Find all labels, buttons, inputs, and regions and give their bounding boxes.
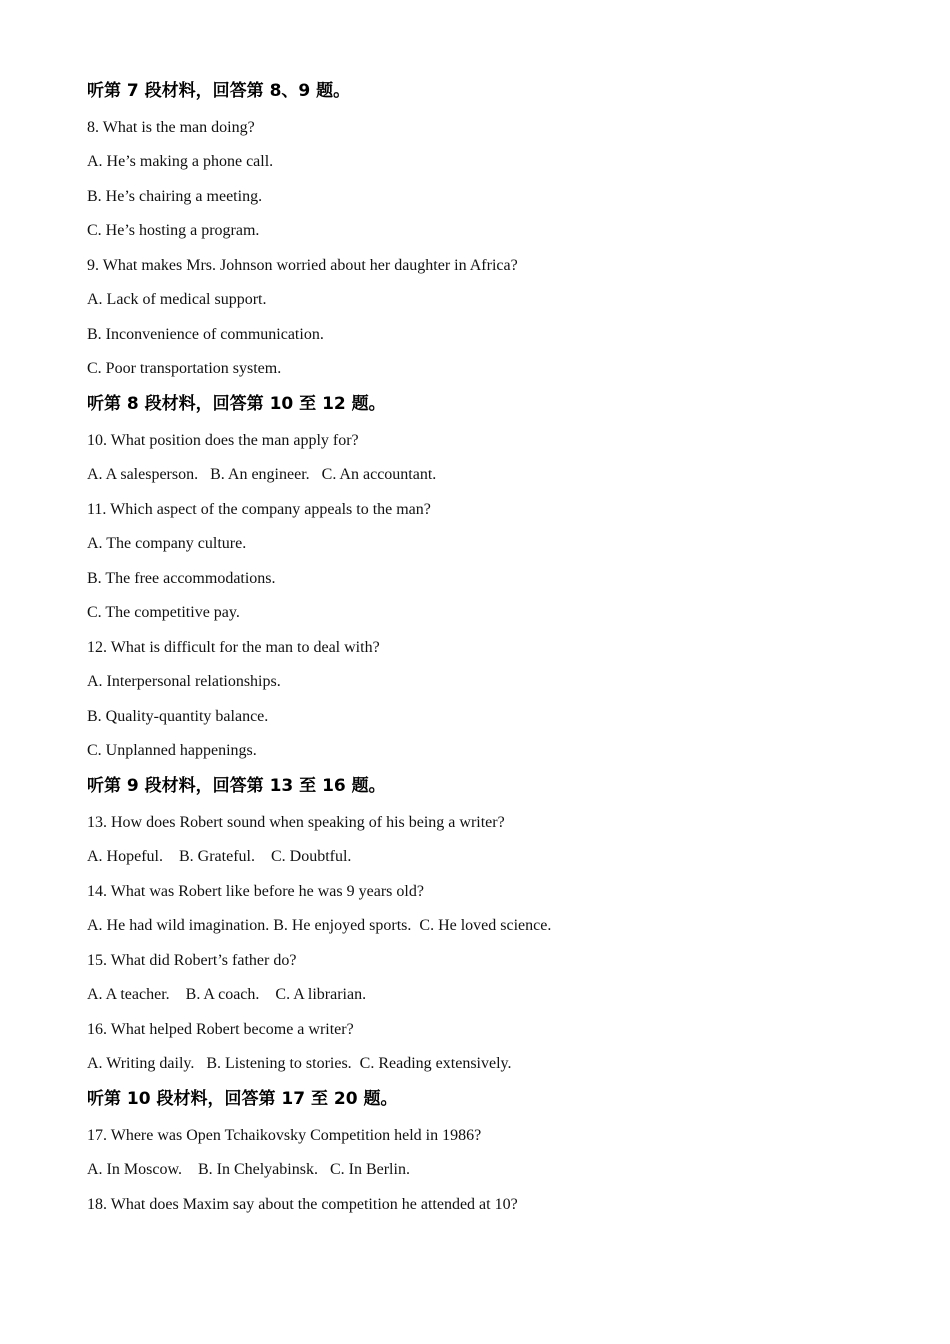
answer-option: C. The competitive pay.: [87, 604, 240, 621]
answer-option: C. He’s hosting a program.: [87, 222, 260, 239]
question-text: 15. What did Robert’s father do?: [87, 952, 297, 969]
question-text: 16. What helped Robert become a writer?: [87, 1021, 354, 1038]
question-text: 11. Which aspect of the company appeals to the man?: [87, 501, 431, 518]
answer-option: B. He’s chairing a meeting.: [87, 188, 263, 205]
answer-option: C. Unplanned happenings.: [87, 742, 257, 759]
question-text: 8. What is the man doing?: [87, 119, 255, 136]
answer-option: A. Lack of medical support.: [87, 291, 267, 308]
section-heading: 听第 7 段材料，回答第 8、9 题。: [87, 81, 351, 101]
question-text: 12. What is difficult for the man to deal with?: [87, 639, 380, 656]
answer-options-inline: A. Writing daily. B. Listening to stories. C. Reading extensively.: [87, 1055, 512, 1072]
question-text: 10. What position does the man apply for?: [87, 432, 359, 449]
question-text: 17. Where was Open Tchaikovsky Competition held in 1986?: [87, 1127, 482, 1144]
answer-options-inline: A. Hopeful. B. Grateful. C. Doubtful.: [87, 848, 352, 865]
question-text: 14. What was Robert like before he was 9 years old?: [87, 883, 424, 900]
answer-option: B. Inconvenience of communication.: [87, 326, 324, 343]
question-text: 9. What makes Mrs. Johnson worried about her daughter in Africa?: [87, 257, 518, 274]
section-heading: 听第 8 段材料，回答第 10 至 12 题。: [87, 394, 386, 414]
answer-options-inline: A. He had wild imagination. B. He enjoyed sports. C. He loved science.: [87, 917, 552, 934]
section-heading: 听第 10 段材料，回答第 17 至 20 题。: [87, 1089, 398, 1109]
answer-option: B. Quality-quantity balance.: [87, 708, 269, 725]
question-text: 18. What does Maxim say about the competition he attended at 10?: [87, 1196, 518, 1213]
answer-option: A. Interpersonal relationships.: [87, 673, 281, 690]
question-text: 13. How does Robert sound when speaking of his being a writer?: [87, 814, 505, 831]
section-heading: 听第 9 段材料，回答第 13 至 16 题。: [87, 776, 386, 796]
answer-option: A. He’s making a phone call.: [87, 153, 274, 170]
answer-options-inline: A. A teacher. B. A coach. C. A librarian.: [87, 986, 367, 1003]
answer-option: A. The company culture.: [87, 535, 247, 552]
answer-option: B. The free accommodations.: [87, 570, 276, 587]
answer-options-inline: A. A salesperson. B. An engineer. C. An accountant.: [87, 466, 437, 483]
answer-options-inline: A. In Moscow. B. In Chelyabinsk. C. In Berlin.: [87, 1161, 410, 1178]
answer-option: C. Poor transportation system.: [87, 360, 282, 377]
